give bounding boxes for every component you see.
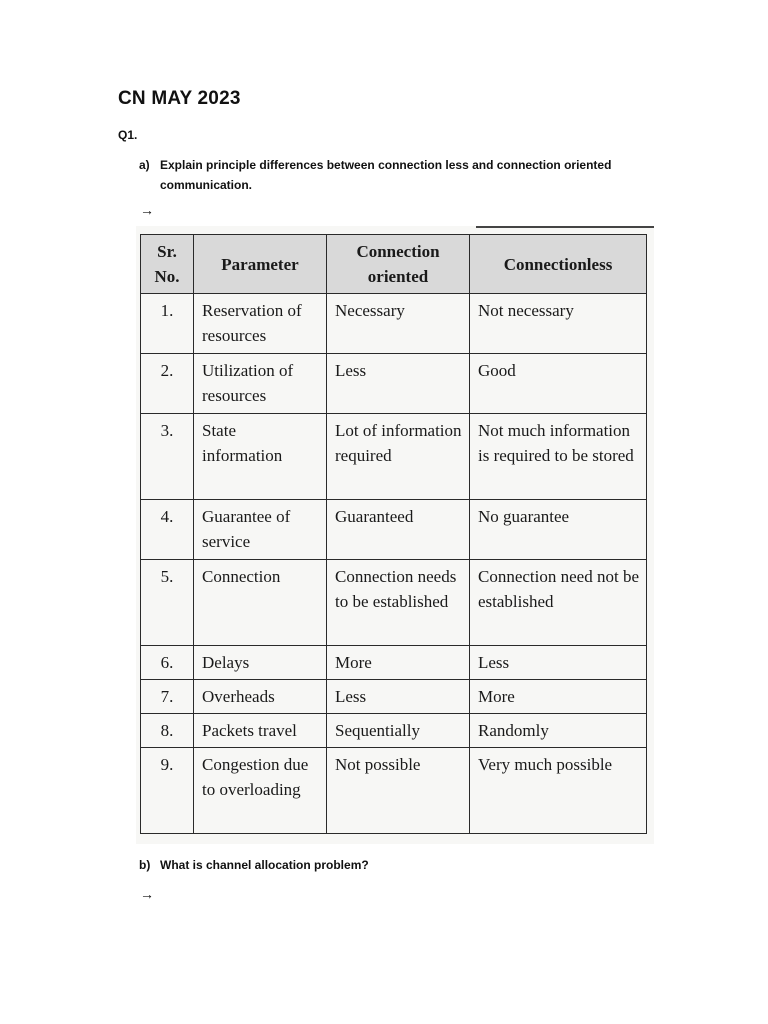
cell-sr-no: 4. bbox=[141, 500, 194, 560]
part-b-marker: b) bbox=[139, 858, 151, 872]
cell-parameter: Reservation of resources bbox=[194, 294, 327, 354]
cell-parameter: Packets travel bbox=[194, 714, 327, 748]
cell-connection-oriented: More bbox=[327, 646, 470, 680]
header-sr-no: Sr. No. bbox=[141, 235, 194, 294]
cell-connection-oriented: Not possible bbox=[327, 748, 470, 834]
cell-sr-no: 2. bbox=[141, 354, 194, 414]
cell-sr-no: 3. bbox=[141, 414, 194, 500]
table-row bbox=[141, 354, 647, 414]
question-part-b bbox=[139, 858, 369, 872]
cell-parameter: Guarantee of service bbox=[194, 500, 327, 560]
cell-connectionless: Less bbox=[470, 646, 647, 680]
cell-sr-no: 7. bbox=[141, 680, 194, 714]
cell-parameter: Connection bbox=[194, 560, 327, 646]
cell-connection-oriented: Less bbox=[327, 354, 470, 414]
cell-sr-no: 8. bbox=[141, 714, 194, 748]
table-header-row bbox=[141, 235, 647, 294]
cell-connectionless: Good bbox=[470, 354, 647, 414]
cell-parameter: Congestion due to overloading bbox=[194, 748, 327, 834]
cell-sr-no: 5. bbox=[141, 560, 194, 646]
cell-connection-oriented: Less bbox=[327, 680, 470, 714]
answer-arrow-icon: → bbox=[140, 202, 154, 218]
table-row bbox=[141, 714, 647, 748]
cell-sr-no: 9. bbox=[141, 748, 194, 834]
part-b-text: What is channel allocation problem? bbox=[160, 858, 369, 872]
table-row bbox=[141, 560, 647, 646]
cell-connectionless: Randomly bbox=[470, 714, 647, 748]
header-connectionless: Connectionless bbox=[470, 235, 647, 294]
table-row bbox=[141, 680, 647, 714]
part-a-marker: a) bbox=[139, 158, 150, 172]
cell-connection-oriented: Sequentially bbox=[327, 714, 470, 748]
part-a-text: Explain principle differences between connection less and connection oriented communication. bbox=[160, 158, 612, 192]
cell-sr-no: 6. bbox=[141, 646, 194, 680]
cell-connection-oriented: Guaranteed bbox=[327, 500, 470, 560]
question-part-a bbox=[139, 155, 659, 195]
cell-parameter: Overheads bbox=[194, 680, 327, 714]
table-row bbox=[141, 748, 647, 834]
cell-connectionless: Not much information is required to be stored bbox=[470, 414, 647, 500]
header-connection-oriented: Connection oriented bbox=[327, 235, 470, 294]
table-row bbox=[141, 414, 647, 500]
cell-connection-oriented: Connection needs to be established bbox=[327, 560, 470, 646]
cell-connectionless: Very much possible bbox=[470, 748, 647, 834]
comparison-table bbox=[140, 234, 647, 834]
cell-parameter: Utilization of resources bbox=[194, 354, 327, 414]
table-row bbox=[141, 500, 647, 560]
header-parameter: Parameter bbox=[194, 235, 327, 294]
question-label: Q1. bbox=[118, 128, 138, 142]
cell-connectionless: Not necessary bbox=[470, 294, 647, 354]
cell-connectionless: No guarantee bbox=[470, 500, 647, 560]
table-row bbox=[141, 294, 647, 354]
cell-sr-no: 1. bbox=[141, 294, 194, 354]
answer-arrow-icon: → bbox=[140, 886, 154, 902]
cell-connection-oriented: Lot of information required bbox=[327, 414, 470, 500]
cell-parameter: State information bbox=[194, 414, 327, 500]
cell-connectionless: More bbox=[470, 680, 647, 714]
scanned-table-image bbox=[136, 226, 654, 844]
cell-parameter: Delays bbox=[194, 646, 327, 680]
document-title: CN MAY 2023 bbox=[118, 88, 241, 109]
cell-connection-oriented: Necessary bbox=[327, 294, 470, 354]
table-body bbox=[141, 294, 647, 834]
table-row bbox=[141, 646, 647, 680]
cell-connectionless: Connection need not be established bbox=[470, 560, 647, 646]
